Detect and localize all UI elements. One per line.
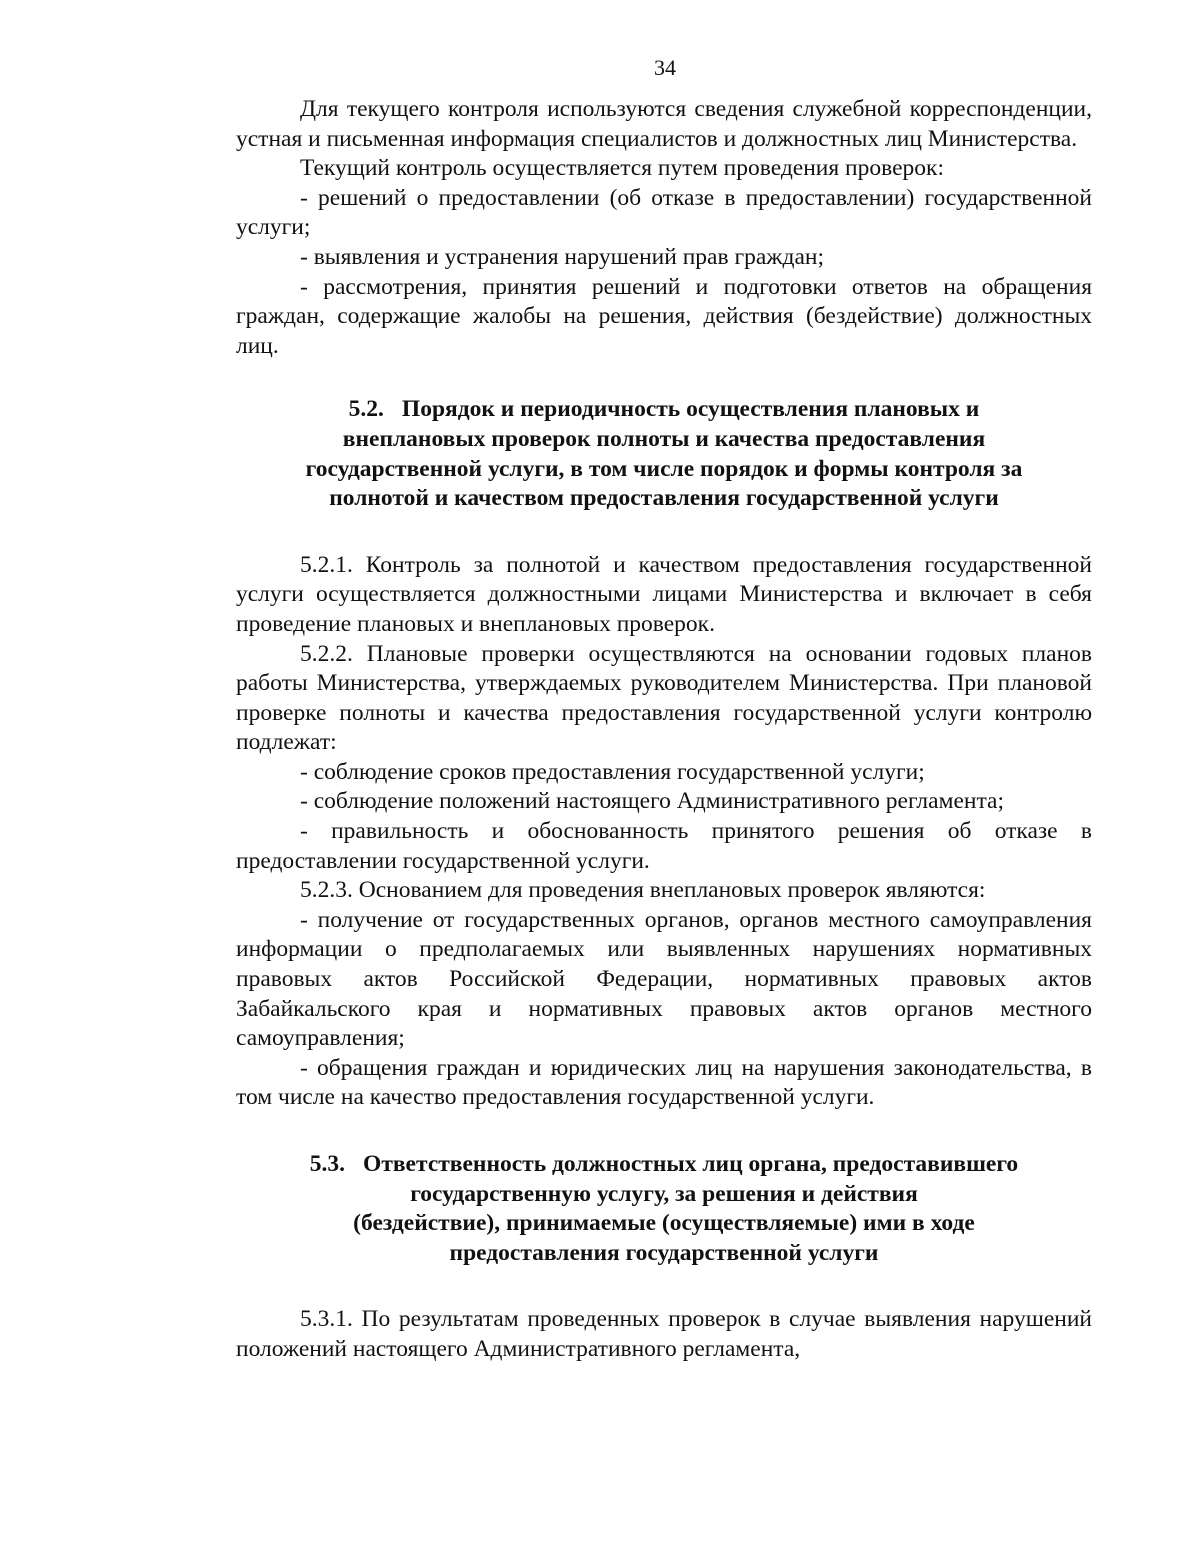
- heading-line: (бездействие), принимаемые (осуществляемые) ими в ходе: [353, 1210, 975, 1237]
- page-body: [236, 95, 1092, 1365]
- section-heading-5-2: [236, 395, 1092, 513]
- list-item: - рассмотрения, принятия решений и подготовки ответов на обращения граждан, содержащие жалобы на решения, действия (бездействие) должностных лиц.: [236, 273, 1092, 359]
- list-item: - соблюдение положений настоящего Административного регламента;: [300, 788, 1004, 815]
- heading-text: Ответственность должностных лиц органа, предоставившего: [363, 1151, 1019, 1177]
- list-item: - решений о предоставлении (об отказе в предоставлении) государственной услуги;: [236, 184, 1092, 241]
- paragraph-5-2-2: 5.2.2. Плановые проверки осуществляются на основании годовых планов работы Министерства, утверждаемых руководителем Министерства. При плановой проверке полноты и качества предоставления государственной услуги контролю подлежат:: [236, 640, 1092, 756]
- list-item: - выявления и устранения нарушений прав граждан;: [300, 243, 824, 270]
- list-item: - обращения граждан и юридических лиц на нарушения законодательства, в том числе на качество предоставления государственной услуги.: [236, 1054, 1092, 1111]
- paragraph-5-3-1: 5.3.1. По результатам проведенных проверок в случае выявления нарушений положений настоящего Административного регламента,: [236, 1306, 1092, 1362]
- paragraph-current-control-sources: Для текущего контроля используются сведения служебной корреспонденции, устная и письменная информация специалистов и должностных лиц Министерства.: [236, 96, 1092, 152]
- heading-line: [236, 1150, 1092, 1180]
- heading-line: [236, 395, 1092, 425]
- paragraph-current-control-method: Текущий контроль осуществляется путем проведения проверок:: [300, 155, 944, 182]
- heading-line: государственную услугу, за решения и действия: [410, 1180, 918, 1207]
- section-number: 5.2.: [348, 396, 384, 423]
- paragraph-5-2-1: 5.2.1. Контроль за полнотой и качеством предоставления государственной услуги осуществляется должностными лицами Министерства и включает в себя проведение плановых и внеплановых проверок.: [236, 551, 1092, 637]
- heading-line: полнотой и качеством предоставления государственной услуги: [329, 485, 999, 512]
- paragraph-5-2-3: 5.2.3. Основанием для проведения внеплановых проверок являются:: [300, 877, 986, 904]
- list-item: - правильность и обоснованность принятого решения об отказе в предоставлении государственной услуги.: [236, 818, 1092, 874]
- section-heading-5-3: [236, 1150, 1092, 1268]
- heading-line: государственной услуги, в том числе порядок и формы контроля за: [305, 455, 1023, 482]
- heading-line: предоставления государственной услуги: [449, 1239, 879, 1266]
- list-item: - соблюдение сроков предоставления государственной услуги;: [300, 758, 925, 785]
- section-number: 5.3.: [309, 1151, 346, 1177]
- page-number: 34: [654, 55, 676, 80]
- heading-line: внеплановых проверок полноты и качества предоставления: [342, 425, 986, 452]
- heading-text: Порядок и периодичность осуществления плановых и: [401, 396, 980, 423]
- list-item: - получение от государственных органов, органов местного самоуправления информации о предполагаемых или выявленных нарушениях нормативных правовых актов Российской Федерации, нормативных правовых актов Забайкальского края и нормативных правовых актов органов местного самоуправления;: [236, 906, 1092, 1052]
